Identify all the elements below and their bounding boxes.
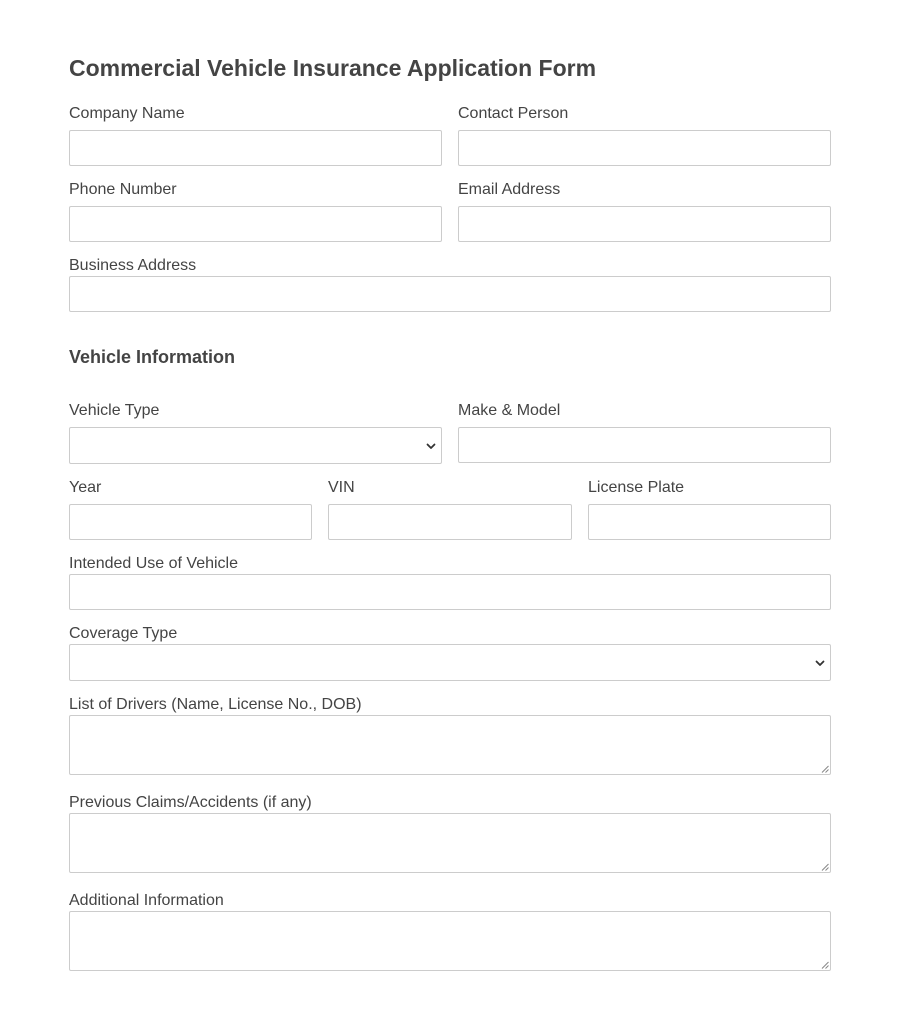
license-plate-input[interactable] [588, 504, 831, 540]
email-address-label: Email Address [458, 181, 561, 198]
vin-input[interactable] [328, 504, 572, 540]
additional-info-textarea[interactable] [69, 911, 831, 971]
company-name-label: Company Name [69, 105, 185, 122]
company-name-input[interactable] [69, 130, 442, 166]
make-model-input[interactable] [458, 427, 831, 463]
vehicle-type-label: Vehicle Type [69, 402, 160, 419]
vin-label: VIN [328, 479, 355, 496]
email-address-input[interactable] [458, 206, 831, 242]
phone-number-label: Phone Number [69, 181, 177, 198]
year-label: Year [69, 479, 102, 496]
contact-person-label: Contact Person [458, 105, 569, 122]
license-plate-label: License Plate [588, 479, 685, 496]
previous-claims-label: Previous Claims/Accidents (if any) [69, 794, 312, 811]
coverage-type-select[interactable] [69, 644, 831, 681]
year-input[interactable] [69, 504, 312, 540]
form-title: Commercial Vehicle Insurance Application Form [69, 55, 597, 81]
intended-use-label: Intended Use of Vehicle [69, 555, 239, 572]
coverage-type-label: Coverage Type [69, 625, 178, 642]
vehicle-type-select[interactable] [69, 427, 442, 464]
business-address-label: Business Address [69, 257, 197, 274]
additional-info-label: Additional Information [69, 892, 224, 909]
make-model-label: Make & Model [458, 402, 561, 419]
intended-use-input[interactable] [69, 574, 831, 610]
phone-number-input[interactable] [69, 206, 442, 242]
vehicle-information-heading: Vehicle Information [69, 347, 236, 367]
contact-person-input[interactable] [458, 130, 831, 166]
drivers-textarea[interactable] [69, 715, 831, 775]
business-address-input[interactable] [69, 276, 831, 312]
drivers-label: List of Drivers (Name, License No., DOB) [69, 696, 362, 713]
previous-claims-textarea[interactable] [69, 813, 831, 873]
